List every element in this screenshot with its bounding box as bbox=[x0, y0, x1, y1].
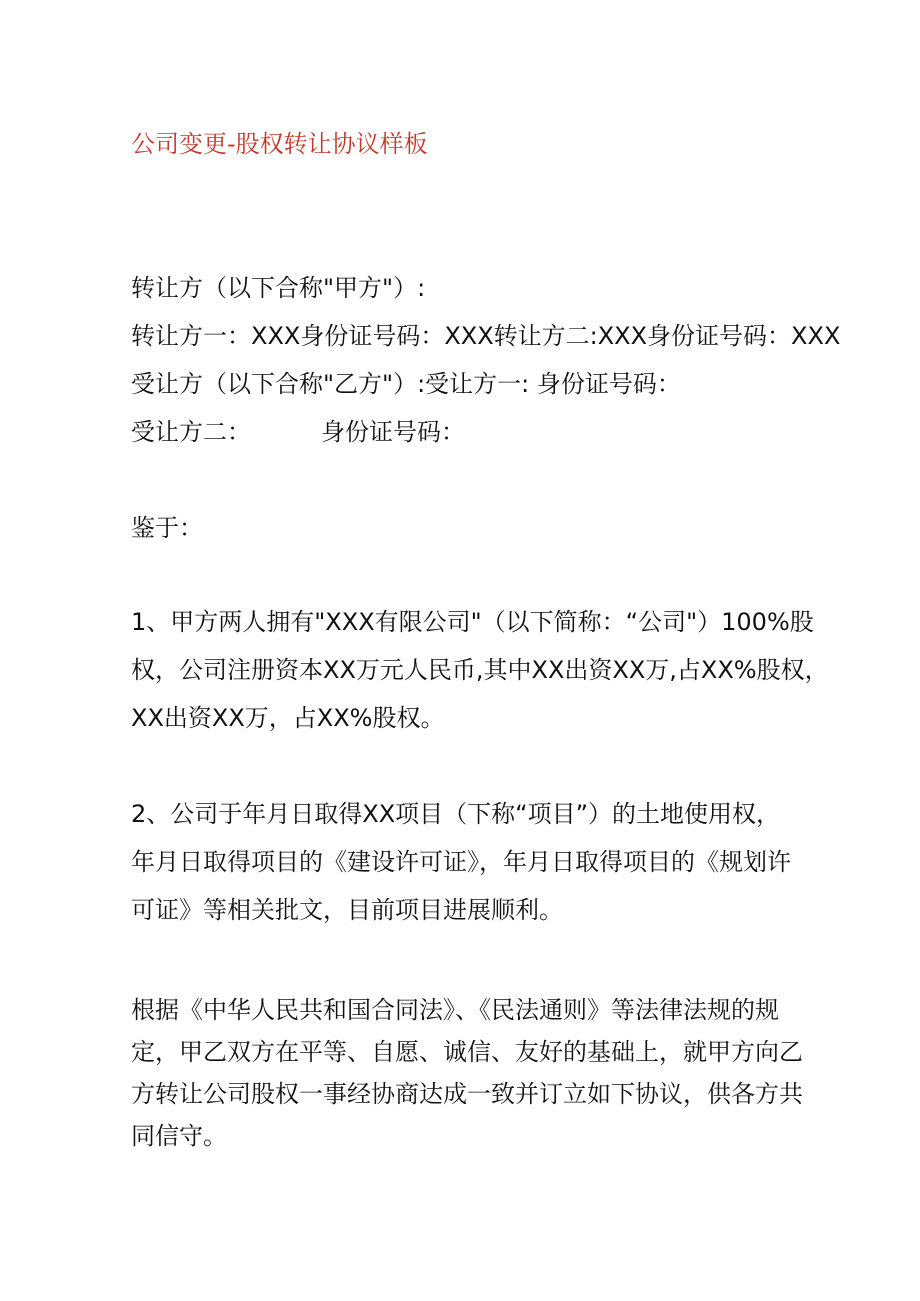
clause-2-line-3: 可证》等相关批文，目前项目进展顺利。 bbox=[131, 896, 563, 924]
clause-2-line-2: 年月日取得项目的《建设许可证》，年月日取得项目的《规划许 bbox=[131, 848, 791, 876]
clause-1-line-1: 1、甲方两人拥有"XXX有限公司"（以下简称：“公司"）100%股 bbox=[131, 608, 814, 636]
clause-2-line-1: 2、公司于年月日取得XX项目（下称“项目”）的土地使用权， bbox=[131, 800, 781, 828]
transferor-line: 转让方一：XXX身份证号码：XXX转让方二:XXX身份证号码：XXX bbox=[131, 322, 841, 350]
transferee-two-id-label: 身份证号码： bbox=[321, 418, 465, 446]
transferee-line: 受让方（以下合称"乙方"）:受让方一: 身份证号码： bbox=[131, 370, 681, 398]
basis-line-4: 同信守。 bbox=[131, 1122, 227, 1150]
clause-1-line-3: XX出资XX万，占XX%股权。 bbox=[131, 704, 445, 732]
basis-line-2: 定，甲乙双方在平等、自愿、诚信、友好的基础上，就甲方向乙 bbox=[131, 1038, 803, 1066]
transferee-two-line bbox=[131, 416, 465, 448]
transferee-two-label: 受让方二： bbox=[131, 418, 251, 446]
document-title: 公司变更-股权转让协议样板 bbox=[131, 130, 428, 158]
transferor-heading: 转让方（以下合称"甲方"）: bbox=[131, 274, 426, 302]
basis-line-1: 根据《中华人民共和国合同法》、《民法通则》等法律法规的规 bbox=[131, 996, 779, 1024]
clause-1-line-2: 权，公司注册资本XX万元人民币,其中XX出资XX万,占XX%股权， bbox=[131, 656, 829, 684]
basis-line-3: 方转让公司股权一事经协商达成一致并订立如下协议，供各方共 bbox=[131, 1080, 803, 1108]
whereas-heading: 鉴于： bbox=[131, 514, 203, 542]
